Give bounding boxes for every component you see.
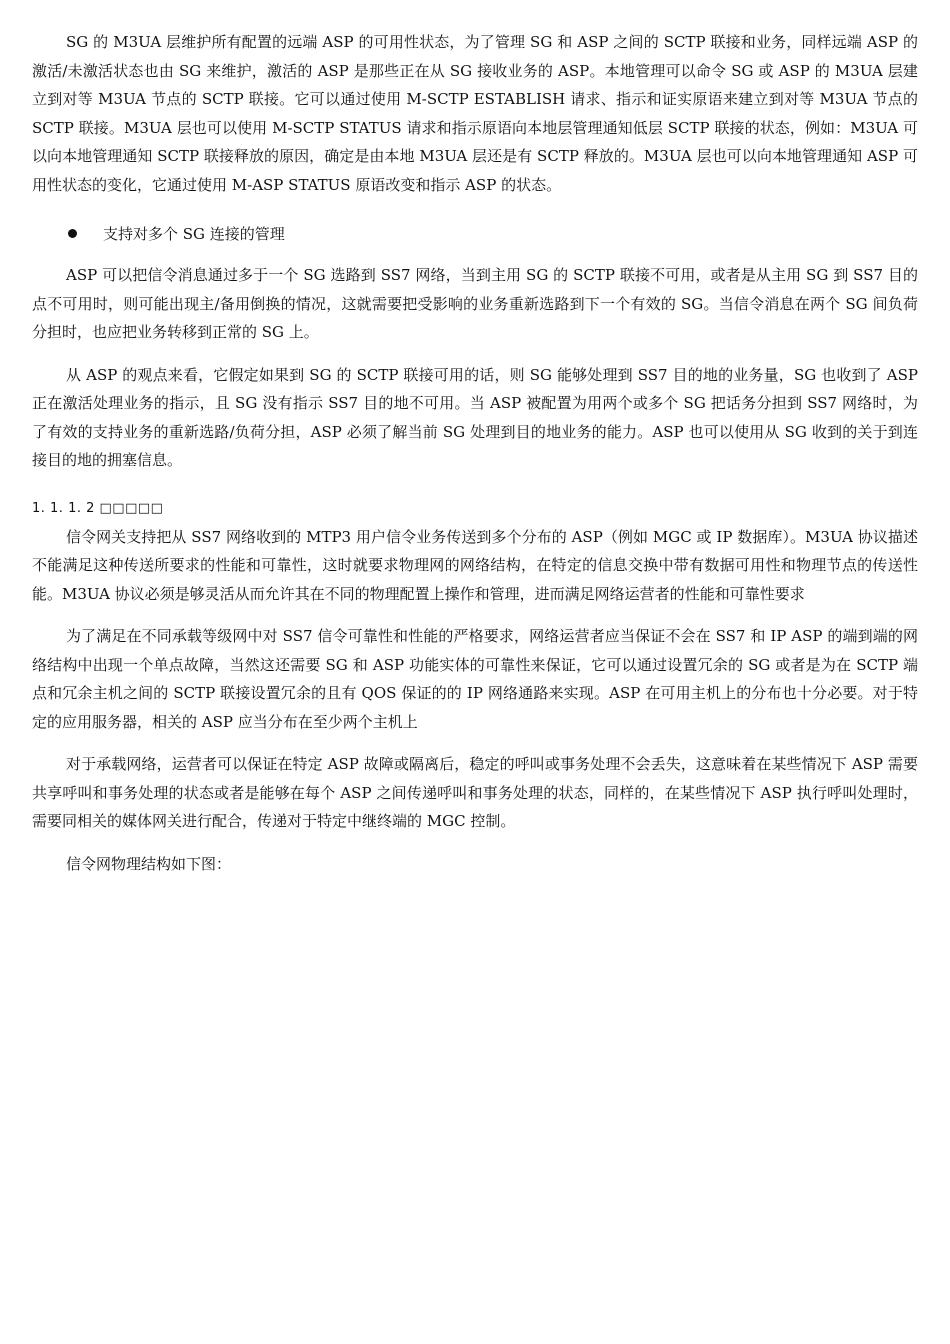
- paragraph-asp-viewpoint: 从 ASP 的观点来看，它假定如果到 SG 的 SCTP 联接可用的话，则 SG 能够处理到 SS7 目的地的业务量，SG 也收到了 ASP 正在激活处理业务的指示，且 SG 没有指示 SS7 目的地不可用。当 ASP 被配置为用两个或多个 SG 把话务分担到 SS7 网络时，为了有效的支持业务的重新选路/负荷分担，ASP 必须了解当前 SG 处理到目的地业务的能力。ASP 也可以使用从 SG 收到的关于到连接目的地的拥塞信息。: [32, 365, 918, 469]
- paragraph-call-state: 对于承载网络，运营者可以保证在特定 ASP 故障或隔离后，稳定的呼叫或事务处理不会丢失，这意味着在某些情况下 ASP 需要共享呼叫和事务处理的状态或者是能够在每个 ASP 之间传递呼叫和事务处理的状态，同样的，在某些情况下 ASP 执行呼叫处理时，需要同相关的媒体网关进行配合，传递对于特定中继终端的 MGC 控制。: [32, 755, 918, 830]
- bullet-dot-icon: [68, 229, 77, 238]
- paragraph-figure-intro: 信令网物理结构如下图：: [66, 854, 232, 873]
- paragraph-reliability: 为了满足在不同承载等级网中对 SS7 信令可靠性和性能的严格要求，网络运营者应当保证不会在 SS7 和 IP ASP 的端到端的网络结构中出现一个单点故障，当然这还需要 SG 和 ASP 功能实体的可靠性来保证，它可以通过设置冗余的 SG 或者是为在 SCTP 端点和冗余主机之间的 SCTP 联接设置冗余的且有 QOS 保证的的 IP 网络通路来实现。ASP 在可用主机上的分布也十分必要。对于特定的应用服务器，相关的 ASP 应当分布在至少两个主机上: [32, 627, 918, 731]
- section-heading: 1. 1. 1. 2 □□□□□: [32, 500, 164, 516]
- paragraph-multi-sg-routing: ASP 可以把信令消息通过多于一个 SG 选路到 SS7 网络，当到主用 SG 的 SCTP 联接不可用，或者是从主用 SG 到 SS7 目的点不可用时，则可能出现主/备用倒换的情况，这就需要把受影响的业务重新选路到下一个有效的 SG。当信令消息在两个 SG 间负荷分担时，也应把业务转移到正常的 SG 上。: [32, 266, 918, 341]
- paragraph-sg-distribution: 信令网关支持把从 SS7 网络收到的 MTP3 用户信令业务传送到多个分布的 ASP（例如 MGC 或 IP 数据库）。M3UA 协议描述不能满足这种传送所要求的性能和可靠性，这时就要求物理网的网络结构，在特定的信息交换中带有数据可用性和物理节点的传送性能。M3UA 协议必须是够灵活从而允许其在不同的物理配置上操作和管理，进而满足网络运营者的性能和可靠性要求: [32, 527, 918, 603]
- paragraph-asp-state-maintenance: SG 的 M3UA 层维护所有配置的远端 ASP 的可用性状态，为了管理 SG 和 ASP 之间的 SCTP 联接和业务，同样远端 ASP 的激活/未激活状态也由 SG 来维护，激活的 ASP 是那些正在从 SG 接收业务的 ASP。本地管理可以命令 SG 或 ASP 的 M3UA 层建立到对等 M3UA 节点的 SCTP 联接。它可以通过使用 M-SCTP ESTABLISH 请求、指示和证实原语来建立到对等 M3UA 节点的 SCTP 联接。M3UA 层也可以使用 M-SCTP STATUS 请求和指示原语向本地层管理通知低层 SCTP 联接的状态，例如：M3UA 可以向本地管理通知 SCTP 联接释放的原因，确定是由本地 M3UA 层还是有 SCTP 释放的。M3UA 层也可以向本地管理通知 ASP 可用性状态的变化，它通过使用 M-ASP STATUS 原语改变和指示 ASP 的状态。: [32, 33, 918, 194]
- bullet-item-multi-sg: [32, 219, 918, 247]
- bullet-item-label: 支持对多个 SG 连接的管理: [103, 224, 285, 243]
